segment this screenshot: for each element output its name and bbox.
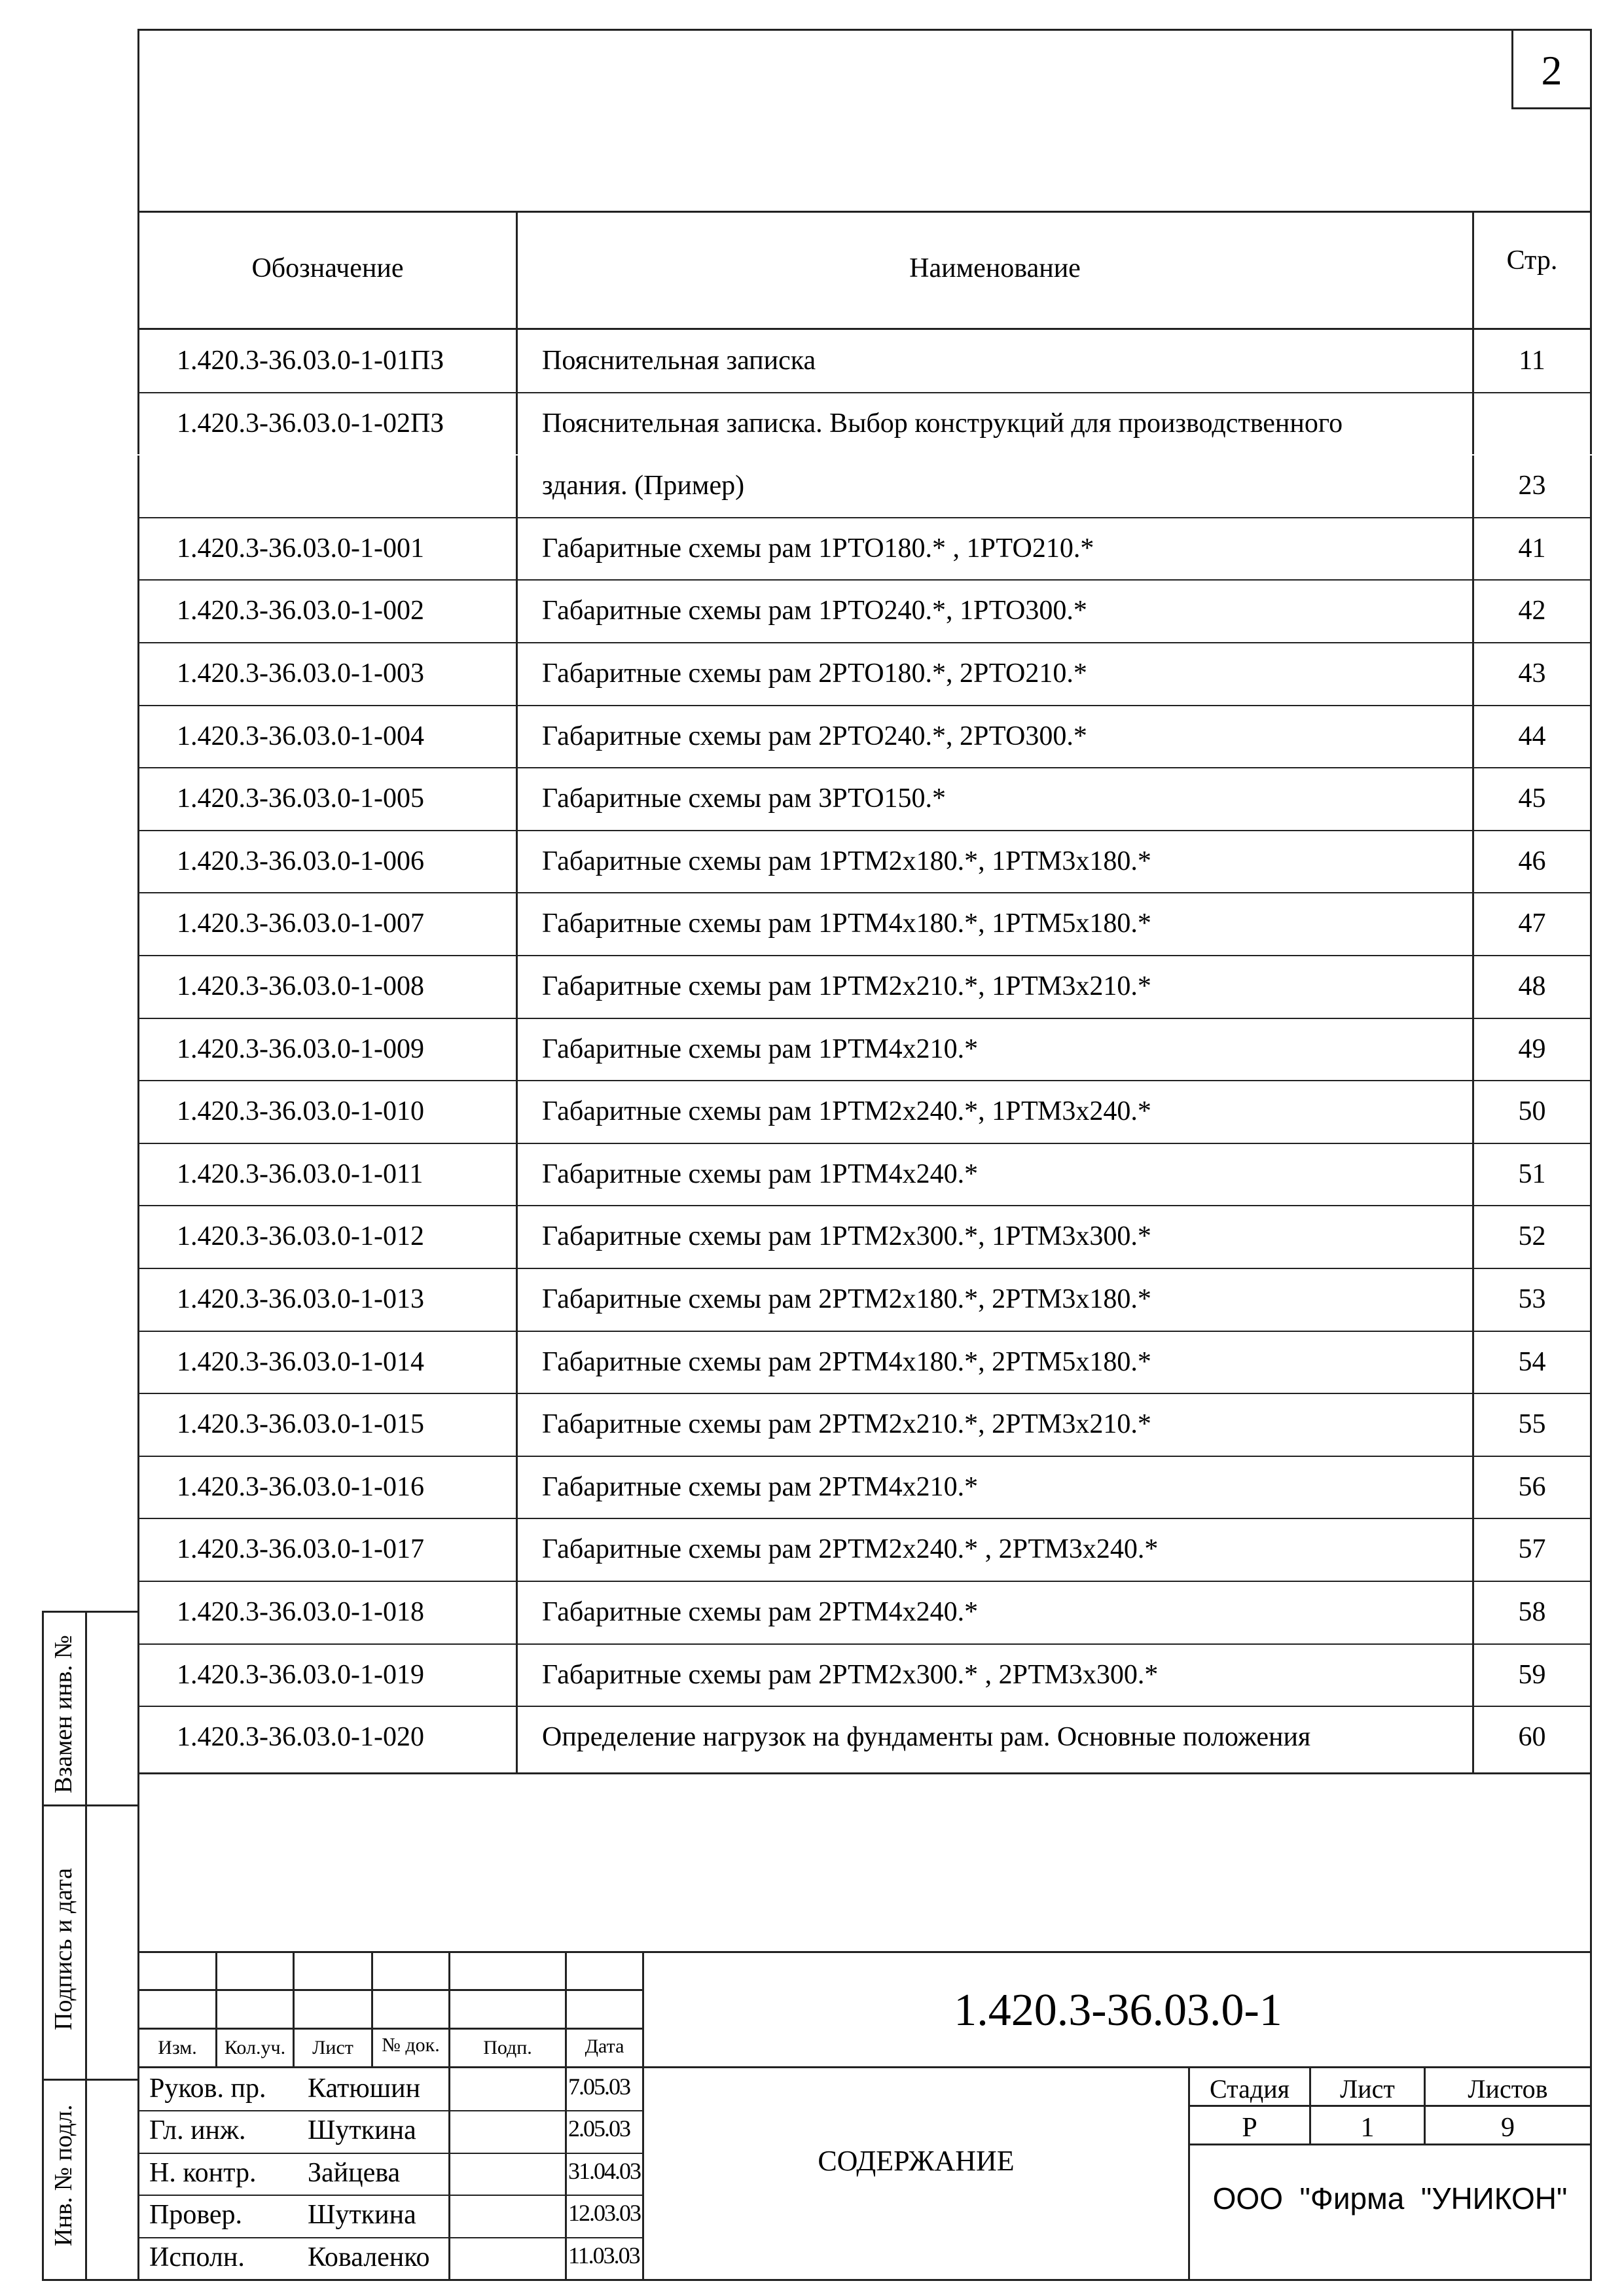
staff-role: Исполн. <box>149 2242 245 2272</box>
stamp-title: СОДЕРЖАНИЕ <box>818 2145 1015 2177</box>
row-code: 1.420.3-36.03.0-1-003 <box>177 658 424 689</box>
sheet-number: 2 <box>1541 47 1562 94</box>
row-code: 1.420.3-36.03.0-1-014 <box>177 1346 424 1377</box>
row-name: Габаритные схемы рам 2РТМ2х240.* , 2РТМ3х240.* <box>542 1534 1159 1565</box>
row-name: Габаритные схемы рам 1РТМ4х180.*, 1РТМ5х180.* <box>542 908 1151 939</box>
staff-row-divider <box>137 2110 643 2111</box>
row-page: 57 <box>1518 1534 1546 1565</box>
row-code: 1.420.3-36.03.0-1-010 <box>177 1096 424 1127</box>
row-name: Габаритные схемы рам 2РТМ4х210.* <box>542 1471 979 1502</box>
header-page: Стр. <box>1506 245 1558 276</box>
row-code: 1.420.3-36.03.0-1-012 <box>177 1221 424 1252</box>
row-name: Габаритные схемы рам 2РТО180.*, 2РТО210.* <box>542 658 1087 689</box>
table-top-line <box>137 211 1592 213</box>
stamp-header-sheet: Лист <box>312 2037 353 2058</box>
stage-value: Р <box>1242 2113 1257 2143</box>
row-code: 1.420.3-36.03.0-1-016 <box>177 1471 424 1502</box>
table-row-divider <box>137 579 1592 581</box>
stamp-row-line-3 <box>137 2066 1592 2068</box>
table-row-divider <box>137 454 1592 456</box>
stamp-header-date: Дата <box>585 2036 624 2057</box>
row-name: Габаритные схемы рам 1РТМ2х210.*, 1РТМ3х210.* <box>542 971 1151 1001</box>
table-row-divider <box>137 1018 1592 1019</box>
row-page: 23 <box>1518 471 1546 501</box>
stamp-row-line-2 <box>137 2028 643 2030</box>
row-code: 1.420.3-36.03.0-1-002 <box>177 596 424 626</box>
stamp-header-qty: Кол.уч. <box>224 2037 286 2058</box>
row-page: 51 <box>1518 1158 1546 1189</box>
row-page: 58 <box>1518 1597 1546 1627</box>
staff-name: Шуткина <box>308 2200 416 2231</box>
staff-role: Руков. пр. <box>149 2073 266 2104</box>
row-name: Габаритные схемы рам 1РТО180.* , 1РТО210.* <box>542 533 1094 564</box>
staff-date: 31.04.03 <box>568 2157 640 2184</box>
row-code: 1.420.3-36.03.0-1-018 <box>177 1597 424 1627</box>
row-code: 1.420.3-36.03.0-1-005 <box>177 783 424 814</box>
row-page: 48 <box>1518 971 1546 1001</box>
row-code: 1.420.3-36.03.0-1-013 <box>177 1284 424 1314</box>
table-row-divider <box>137 1393 1592 1394</box>
stamp-col-line-5 <box>565 1951 567 2281</box>
staff-date: 11.03.03 <box>568 2242 640 2269</box>
staff-name: Зайцева <box>308 2157 401 2188</box>
stage-label: Стадия <box>1209 2074 1290 2104</box>
row-page: 45 <box>1518 783 1546 814</box>
table-row-divider <box>137 767 1592 768</box>
row-code: 1.420.3-36.03.0-1-004 <box>177 721 424 751</box>
table-row-divider <box>137 1331 1592 1332</box>
staff-date: 12.03.03 <box>568 2200 640 2227</box>
staff-row-divider <box>137 2153 643 2154</box>
table-row-divider <box>137 517 1592 518</box>
row-page: 46 <box>1518 846 1546 876</box>
row-name: Габаритные схемы рам 1РТМ4х210.* <box>542 1033 979 1064</box>
stamp-top-line <box>137 1951 1592 1953</box>
row-code: 1.420.3-36.03.0-1-01ПЗ <box>177 346 444 376</box>
stamp-col-line-4 <box>448 1951 450 2281</box>
row-page: 55 <box>1518 1409 1546 1440</box>
table-row-divider <box>137 1268 1592 1269</box>
table-bottom-line <box>137 1772 1592 1774</box>
row-name: Габаритные схемы рам 2РТМ4х180.*, 2РТМ5х180.* <box>542 1346 1151 1377</box>
side-strip-line-1 <box>42 1804 139 1806</box>
document-code: 1.420.3-36.03.0-1 <box>954 1985 1282 2036</box>
frame-left <box>137 29 139 2281</box>
row-page: 42 <box>1518 596 1546 626</box>
table-row-divider <box>137 642 1592 643</box>
row-name: Габаритные схемы рам 1РТО240.*, 1РТО300.* <box>542 596 1087 626</box>
row-name: Габаритные схемы рам 1РТМ2х300.*, 1РТМ3х300.* <box>542 1221 1151 1252</box>
staff-row-divider <box>137 2237 643 2238</box>
staff-date: 2.05.03 <box>568 2115 630 2142</box>
row-page: 56 <box>1518 1471 1546 1502</box>
table-header-line <box>137 328 1592 330</box>
row-code: 1.420.3-36.03.0-1-019 <box>177 1659 424 1690</box>
row-name: здания. (Пример) <box>542 471 745 501</box>
row-page: 52 <box>1518 1221 1546 1252</box>
row-code: 1.420.3-36.03.0-1-011 <box>177 1158 424 1189</box>
staff-role: Н. контр. <box>149 2157 257 2188</box>
row-name: Габаритные схемы рам 2РТМ2х210.*, 2РТМ3х210.* <box>542 1409 1151 1440</box>
frame-top <box>137 29 1592 31</box>
table-row-divider <box>137 892 1592 893</box>
stamp-header-change: Изм. <box>158 2037 197 2058</box>
row-name: Габаритные схемы рам 2РТМ4х240.* <box>542 1597 979 1627</box>
stamp-row-line-1 <box>137 1989 643 1991</box>
row-name: Габаритные схемы рам 1РТМ2х180.*, 1РТМ3х180.* <box>542 846 1151 876</box>
sheet-number-box-bottom <box>1511 107 1591 109</box>
row-code: 1.420.3-36.03.0-1-02ПЗ <box>177 408 444 439</box>
sheets-label: Листов <box>1468 2074 1548 2104</box>
table-row-divider <box>137 830 1592 831</box>
staff-name: Шуткина <box>308 2115 416 2146</box>
table-row-divider <box>137 1581 1592 1582</box>
side-label-inv-no: Инв. № подл. <box>50 2104 77 2246</box>
staff-role: Гл. инж. <box>149 2115 246 2146</box>
row-page: 43 <box>1518 658 1546 689</box>
row-name: Габаритные схемы рам 2РТМ2х300.* , 2РТМ3х300.* <box>542 1659 1159 1690</box>
frame-right <box>1590 29 1592 2281</box>
company-name: ООО "Фирма "УНИКОН" <box>1212 2181 1568 2215</box>
side-strip-left <box>42 1611 44 2281</box>
table-row-divider <box>137 1205 1592 1206</box>
row-code: 1.420.3-36.03.0-1-017 <box>177 1534 424 1565</box>
sheets-value: 9 <box>1501 2113 1515 2143</box>
sheet-label: Лист <box>1340 2074 1395 2104</box>
row-name: Определение нагрузок на фундаменты рам. Основные положения <box>542 1722 1311 1753</box>
table-row-divider <box>137 1518 1592 1519</box>
row-page: 49 <box>1518 1033 1546 1064</box>
row-page: 53 <box>1518 1284 1546 1314</box>
row-name: Габаритные схемы рам 2РТМ2х180.*, 2РТМ3х180.* <box>542 1284 1151 1314</box>
table-row-divider <box>137 1456 1592 1457</box>
table-row-divider <box>137 1643 1592 1645</box>
row-page: 54 <box>1518 1346 1546 1377</box>
table-row-divider <box>137 392 1592 393</box>
row-name: Габаритные схемы рам 2РТО240.*, 2РТО300.* <box>542 721 1087 751</box>
table-row-divider <box>137 955 1592 956</box>
row-name: Габаритные схемы рам 1РТМ4х240.* <box>542 1158 979 1189</box>
row-page: 11 <box>1519 346 1545 376</box>
stamp-right-row-2 <box>1188 2144 1592 2145</box>
side-label-signature-date: Подпись и дата <box>50 1867 77 2030</box>
row-code: 1.420.3-36.03.0-1-015 <box>177 1409 424 1440</box>
row-name: Габаритные схемы рам 3РТО150.* <box>542 783 947 814</box>
side-strip-line-2 <box>42 2079 139 2081</box>
row-name: Пояснительная записка. Выбор конструкций для производственного <box>542 408 1343 439</box>
table-row-divider <box>137 705 1592 706</box>
table-row-divider <box>137 1706 1592 1707</box>
side-strip-top <box>42 1611 139 1613</box>
side-strip-divider <box>85 1611 87 2281</box>
stamp-header-doc-no: № док. <box>382 2034 440 2056</box>
header-name: Наименование <box>909 253 1081 283</box>
staff-name: Катюшин <box>308 2073 421 2104</box>
row-name: Габаритные схемы рам 1РТМ2х240.*, 1РТМ3х240.* <box>542 1096 1151 1127</box>
table-col-divider-1 <box>516 211 518 1774</box>
side-label-replaced-inv: Взамен инв. № <box>50 1635 77 1793</box>
row-page: 60 <box>1518 1722 1546 1753</box>
row-code: 1.420.3-36.03.0-1-020 <box>177 1722 424 1753</box>
row-code: 1.420.3-36.03.0-1-008 <box>177 971 424 1001</box>
stamp-right-row-1 <box>1188 2105 1592 2107</box>
sheet-value: 1 <box>1360 2113 1375 2143</box>
row-code: 1.420.3-36.03.0-1-007 <box>177 908 424 939</box>
row-name: Пояснительная записка <box>542 346 816 376</box>
row-code: 1.420.3-36.03.0-1-001 <box>177 533 424 564</box>
row-page: 47 <box>1518 908 1546 939</box>
staff-row-divider <box>137 2195 643 2196</box>
stamp-header-sign: Подп. <box>483 2037 532 2058</box>
header-designation: Обозначение <box>251 253 404 283</box>
row-page: 59 <box>1518 1659 1546 1690</box>
staff-role: Провер. <box>149 2200 243 2231</box>
row-page: 50 <box>1518 1096 1546 1127</box>
row-page: 44 <box>1518 721 1546 751</box>
row-code: 1.420.3-36.03.0-1-009 <box>177 1033 424 1064</box>
staff-name: Коваленко <box>308 2242 430 2272</box>
row-page: 41 <box>1518 533 1546 564</box>
frame-bottom <box>42 2279 1592 2281</box>
table-row-divider <box>137 1143 1592 1144</box>
table-row-divider <box>137 1080 1592 1081</box>
staff-date: 7.05.03 <box>568 2073 630 2100</box>
row-code: 1.420.3-36.03.0-1-006 <box>177 846 424 876</box>
